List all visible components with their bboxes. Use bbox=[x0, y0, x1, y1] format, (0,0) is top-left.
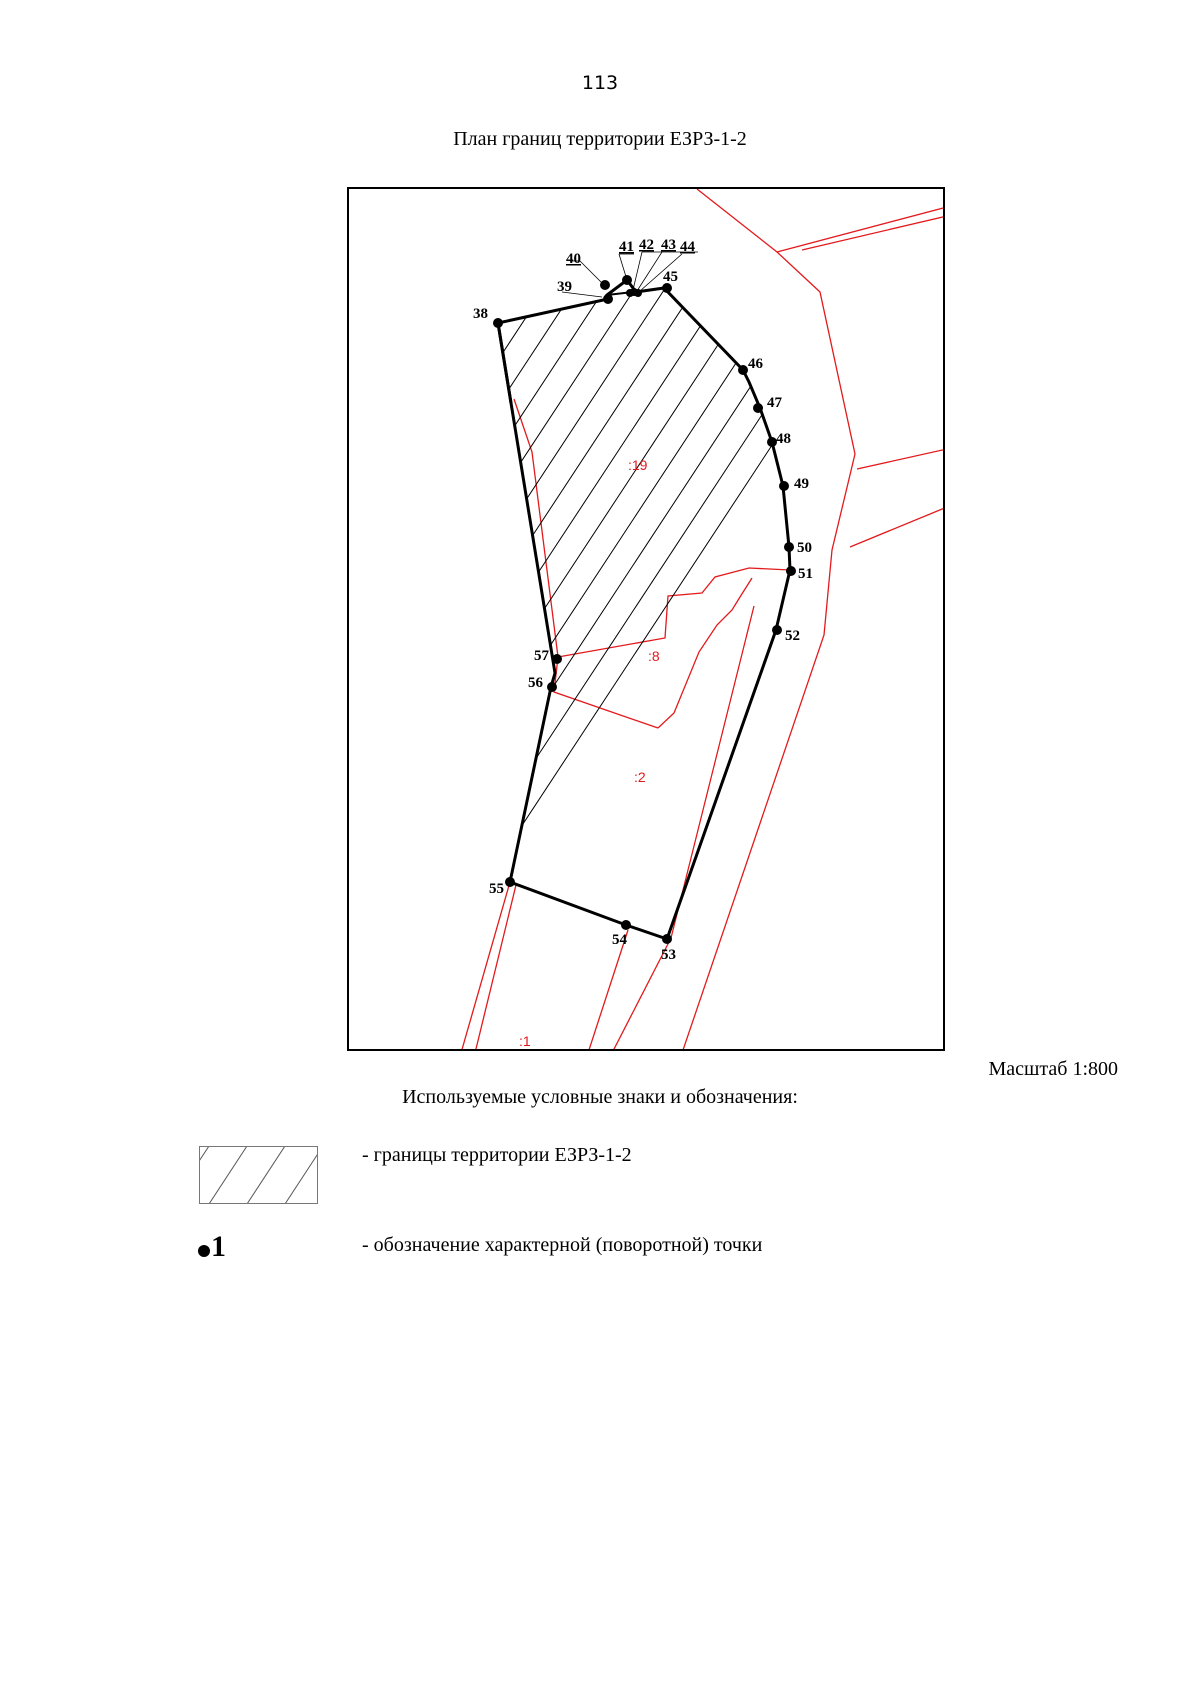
hatch-line bbox=[349, 214, 444, 1014]
boundary-point bbox=[662, 934, 672, 944]
boundary-point bbox=[621, 920, 631, 930]
point-label: 47 bbox=[767, 395, 782, 411]
hatch-line bbox=[349, 214, 624, 1014]
boundary-point bbox=[622, 275, 632, 285]
boundary-point bbox=[552, 654, 562, 664]
map-frame bbox=[347, 187, 945, 1051]
hatch-line bbox=[349, 214, 594, 1014]
hatch-line bbox=[349, 214, 474, 1014]
boundary-point bbox=[753, 403, 763, 413]
point-label: 42 bbox=[639, 237, 654, 253]
hatch-line bbox=[349, 214, 834, 1014]
parcel-label: :2 bbox=[634, 769, 646, 785]
hatch-line bbox=[247, 1146, 285, 1204]
cadastral-line bbox=[682, 189, 855, 1051]
point-label: 44 bbox=[680, 239, 695, 255]
point-label: 38 bbox=[473, 306, 488, 322]
hatch-line bbox=[285, 1146, 318, 1204]
hatch-line bbox=[349, 214, 684, 1014]
hatch-line bbox=[199, 1146, 209, 1204]
boundary-point bbox=[505, 877, 515, 887]
zone-boundary bbox=[498, 280, 790, 939]
cadastral-line bbox=[777, 207, 945, 252]
leader-line bbox=[580, 261, 604, 285]
point-label: 55 bbox=[489, 881, 504, 897]
point-label: 41 bbox=[619, 239, 634, 255]
zone-hatching bbox=[349, 214, 924, 1014]
legend-hatch-text: - границы территории ЕЗРЗ-1-2 bbox=[362, 1144, 632, 1166]
cadastral-line bbox=[475, 885, 516, 1051]
point-label: 43 bbox=[661, 237, 676, 253]
hatch-line bbox=[349, 214, 354, 1014]
boundary-point bbox=[779, 481, 789, 491]
cadastral-line bbox=[554, 657, 658, 728]
point-labels bbox=[473, 237, 813, 963]
point-label: 49 bbox=[794, 476, 809, 492]
boundary-point bbox=[634, 289, 642, 297]
parcel-label: :19 bbox=[628, 457, 648, 473]
plan-title: План границ территории ЕЗРЗ-1-2 bbox=[453, 128, 747, 150]
boundary-point bbox=[784, 542, 794, 552]
hatch-line bbox=[209, 1146, 247, 1204]
point-label: 57 bbox=[534, 648, 549, 664]
boundary-points bbox=[493, 275, 796, 944]
legend-hatch-swatch bbox=[199, 1146, 318, 1204]
hatch-line bbox=[349, 214, 714, 1014]
boundary-point bbox=[772, 625, 782, 635]
point-label: 52 bbox=[785, 628, 800, 644]
boundary-point bbox=[493, 318, 503, 328]
map-canvas bbox=[349, 189, 945, 1051]
hatch-line bbox=[349, 214, 504, 1014]
legend-title: Используемые условные знаки и обозначения: bbox=[402, 1086, 798, 1108]
legend-point-symbol bbox=[196, 1230, 240, 1266]
point-label: 56 bbox=[528, 675, 543, 691]
point-label: 48 bbox=[776, 431, 791, 447]
hatch-line bbox=[398, 214, 924, 1014]
cadastral-line bbox=[461, 882, 510, 1051]
cadastral-line bbox=[514, 399, 790, 657]
boundary-point bbox=[600, 280, 610, 290]
hatch-line bbox=[349, 214, 384, 1014]
parcel-label: :8 bbox=[648, 648, 660, 664]
zone-boundary-closure bbox=[498, 323, 511, 403]
legend-point-text: - обозначение характерной (поворотной) точки bbox=[362, 1234, 763, 1256]
point-label: 54 bbox=[612, 932, 627, 948]
point-label: 46 bbox=[748, 356, 763, 372]
scale-label: Масштаб 1:800 bbox=[988, 1058, 1118, 1080]
hatch-line bbox=[349, 214, 564, 1014]
point-label: 39 bbox=[557, 279, 572, 295]
cadastral-lines bbox=[461, 189, 945, 1051]
point-label: 40 bbox=[566, 251, 581, 267]
page-number: 113 bbox=[581, 72, 619, 94]
cadastral-line bbox=[857, 449, 945, 469]
boundary-point bbox=[603, 294, 613, 304]
legend-point-number: 1 bbox=[211, 1230, 226, 1263]
leader-line bbox=[633, 252, 642, 290]
boundary-point bbox=[786, 566, 796, 576]
point-label: 45 bbox=[663, 269, 678, 285]
boundary-point bbox=[547, 682, 557, 692]
boundary-point bbox=[738, 365, 748, 375]
point-label: 53 bbox=[661, 947, 676, 963]
hatch-line bbox=[349, 214, 414, 1014]
hatch-line bbox=[368, 214, 894, 1014]
point-label: 51 bbox=[798, 566, 813, 582]
point-marker-icon bbox=[198, 1245, 210, 1257]
parcel-label: :1 bbox=[519, 1033, 531, 1049]
cadastral-line bbox=[658, 578, 752, 728]
hatch-line bbox=[349, 214, 864, 1014]
cadastral-line bbox=[850, 507, 945, 547]
legend-swatch-border bbox=[200, 1147, 318, 1204]
cadastral-line bbox=[802, 216, 945, 250]
point-label: 50 bbox=[797, 540, 812, 556]
